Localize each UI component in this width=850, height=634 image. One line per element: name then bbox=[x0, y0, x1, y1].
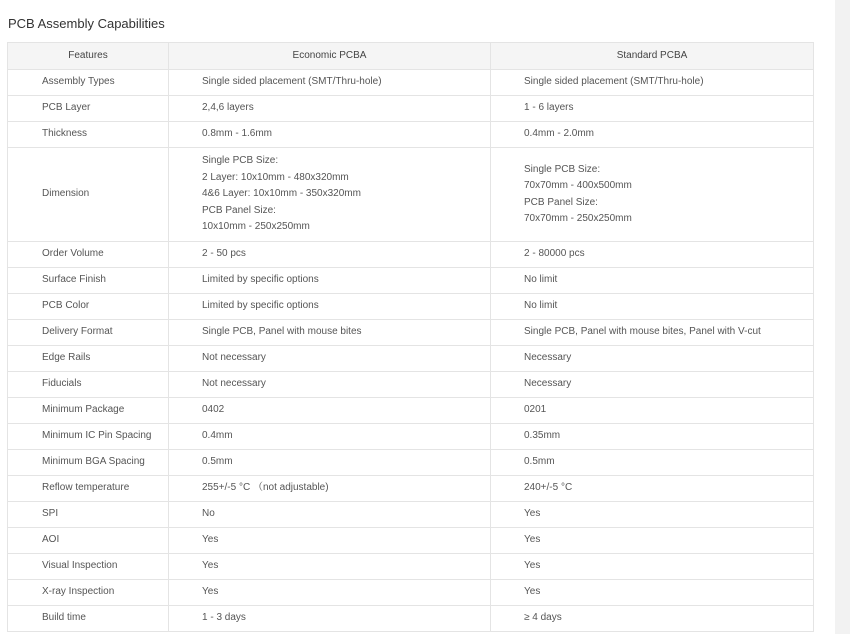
economic-cell bbox=[169, 580, 491, 606]
feature-cell: Minimum IC Pin Spacing bbox=[8, 424, 169, 450]
standard-cell bbox=[491, 122, 814, 148]
header-features: Features bbox=[8, 43, 169, 70]
standard-value: Yes bbox=[524, 534, 541, 546]
feature-cell: Dimension bbox=[8, 148, 169, 242]
standard-cell bbox=[491, 424, 814, 450]
standard-cell bbox=[491, 528, 814, 554]
standard-cell bbox=[491, 320, 814, 346]
standard-cell bbox=[491, 70, 814, 96]
standard-value: Yes bbox=[524, 586, 541, 598]
table-row bbox=[8, 294, 814, 320]
economic-value: 255+/-5 °C （not adjustable) bbox=[202, 482, 329, 494]
standard-value: 1 - 6 layers bbox=[524, 102, 574, 114]
standard-value: Single PCB, Panel with mouse bites, Panel with V-cut bbox=[524, 326, 761, 338]
standard-cell bbox=[491, 148, 814, 242]
standard-value: PCB Panel Size: bbox=[524, 196, 598, 208]
standard-cell bbox=[491, 580, 814, 606]
economic-value: PCB Panel Size: bbox=[202, 204, 276, 216]
feature-cell: Build time bbox=[8, 606, 169, 632]
table-row bbox=[8, 346, 814, 372]
standard-value: No limit bbox=[524, 274, 558, 286]
standard-cell bbox=[491, 476, 814, 502]
feature-cell: Minimum Package bbox=[8, 398, 169, 424]
economic-value: Limited by specific options bbox=[202, 300, 319, 312]
table-row bbox=[8, 268, 814, 294]
economic-cell bbox=[169, 122, 491, 148]
page-edge bbox=[835, 0, 850, 634]
economic-cell bbox=[169, 294, 491, 320]
feature-cell: Reflow temperature bbox=[8, 476, 169, 502]
standard-value: 0.35mm bbox=[524, 430, 561, 442]
table-row bbox=[8, 70, 814, 96]
table-row bbox=[8, 372, 814, 398]
economic-value: 2,4,6 layers bbox=[202, 102, 254, 114]
economic-cell bbox=[169, 242, 491, 268]
economic-value: No bbox=[202, 508, 215, 520]
standard-cell bbox=[491, 372, 814, 398]
page-title: PCB Assembly Capabilities bbox=[8, 16, 165, 31]
standard-value: 240+/-5 °C bbox=[524, 482, 573, 494]
economic-value: Yes bbox=[202, 560, 219, 572]
feature-cell: Order Volume bbox=[8, 242, 169, 268]
table-row bbox=[8, 476, 814, 502]
feature-cell: Delivery Format bbox=[8, 320, 169, 346]
table-row bbox=[8, 122, 814, 148]
economic-cell bbox=[169, 148, 491, 242]
table-header-row bbox=[8, 43, 814, 70]
standard-cell bbox=[491, 346, 814, 372]
economic-value: Single PCB Size: bbox=[202, 155, 279, 167]
economic-value: Single sided placement (SMT/Thru-hole) bbox=[202, 76, 382, 88]
standard-value: 0.4mm - 2.0mm bbox=[524, 128, 595, 140]
standard-cell bbox=[491, 554, 814, 580]
feature-cell: X-ray Inspection bbox=[8, 580, 169, 606]
standard-cell bbox=[491, 96, 814, 122]
standard-value: Yes bbox=[524, 508, 541, 520]
economic-cell bbox=[169, 320, 491, 346]
feature-cell: Fiducials bbox=[8, 372, 169, 398]
table-body bbox=[8, 70, 814, 632]
economic-value: 1 - 3 days bbox=[202, 612, 246, 624]
header-standard-pcba: Standard PCBA bbox=[491, 43, 814, 70]
standard-cell bbox=[491, 242, 814, 268]
economic-value: 0402 bbox=[202, 404, 225, 416]
economic-cell bbox=[169, 606, 491, 632]
standard-cell bbox=[491, 268, 814, 294]
table-row bbox=[8, 528, 814, 554]
economic-value: 2 - 50 pcs bbox=[202, 248, 246, 260]
table-row bbox=[8, 580, 814, 606]
table-row bbox=[8, 502, 814, 528]
economic-value: 4&6 Layer: 10x10mm - 350x320mm bbox=[202, 188, 361, 200]
feature-cell: Minimum BGA Spacing bbox=[8, 450, 169, 476]
standard-value: 2 - 80000 pcs bbox=[524, 248, 585, 260]
feature-cell: Surface Finish bbox=[8, 268, 169, 294]
table-row bbox=[8, 554, 814, 580]
standard-value: No limit bbox=[524, 300, 558, 312]
economic-value: Yes bbox=[202, 586, 219, 598]
standard-cell bbox=[491, 398, 814, 424]
economic-cell bbox=[169, 554, 491, 580]
economic-cell bbox=[169, 476, 491, 502]
economic-value: Not necessary bbox=[202, 378, 266, 390]
feature-cell: PCB Color bbox=[8, 294, 169, 320]
standard-value: ≥ 4 days bbox=[524, 612, 562, 624]
economic-value: 10x10mm - 250x250mm bbox=[202, 221, 310, 233]
standard-value: 70x70mm - 250x250mm bbox=[524, 213, 632, 224]
economic-value: 0.8mm - 1.6mm bbox=[202, 128, 273, 140]
economic-value: 2 Layer: 10x10mm - 480x320mm bbox=[202, 171, 349, 183]
table-row bbox=[8, 424, 814, 450]
capabilities-table bbox=[7, 42, 814, 632]
standard-value: Necessary bbox=[524, 352, 572, 364]
economic-value: Limited by specific options bbox=[202, 274, 319, 286]
standard-value: Single sided placement (SMT/Thru-hole) bbox=[524, 76, 704, 88]
table-row bbox=[8, 242, 814, 268]
standard-cell bbox=[491, 502, 814, 528]
feature-cell: PCB Layer bbox=[8, 96, 169, 122]
economic-cell bbox=[169, 502, 491, 528]
feature-cell: Thickness bbox=[8, 122, 169, 148]
table-row bbox=[8, 96, 814, 122]
economic-value: Single PCB, Panel with mouse bites bbox=[202, 326, 362, 338]
standard-cell bbox=[491, 606, 814, 632]
table-row bbox=[8, 450, 814, 476]
standard-value: 0201 bbox=[524, 404, 547, 416]
table-row bbox=[8, 148, 814, 242]
economic-cell bbox=[169, 268, 491, 294]
feature-cell: Edge Rails bbox=[8, 346, 169, 372]
economic-cell bbox=[169, 96, 491, 122]
economic-value: 0.5mm bbox=[202, 456, 233, 468]
standard-value: Necessary bbox=[524, 378, 572, 390]
feature-cell: AOI bbox=[8, 528, 169, 554]
standard-value: Yes bbox=[524, 560, 541, 572]
feature-cell: SPI bbox=[8, 502, 169, 528]
economic-cell bbox=[169, 528, 491, 554]
table-row bbox=[8, 606, 814, 632]
economic-value: Yes bbox=[202, 534, 219, 546]
economic-cell bbox=[169, 398, 491, 424]
economic-cell bbox=[169, 424, 491, 450]
economic-cell bbox=[169, 372, 491, 398]
standard-cell bbox=[491, 294, 814, 320]
standard-value: 0.5mm bbox=[524, 456, 555, 468]
economic-value: 0.4mm bbox=[202, 430, 233, 442]
standard-value: 70x70mm - 400x500mm bbox=[524, 180, 632, 191]
table-row bbox=[8, 398, 814, 424]
economic-cell bbox=[169, 346, 491, 372]
table-row bbox=[8, 320, 814, 346]
standard-cell bbox=[491, 450, 814, 476]
standard-value: Single PCB Size: bbox=[524, 163, 601, 175]
feature-cell: Visual Inspection bbox=[8, 554, 169, 580]
economic-value: Not necessary bbox=[202, 352, 266, 364]
economic-cell bbox=[169, 450, 491, 476]
feature-cell: Assembly Types bbox=[8, 70, 169, 96]
economic-cell bbox=[169, 70, 491, 96]
header-economic-pcba: Economic PCBA bbox=[169, 43, 491, 70]
